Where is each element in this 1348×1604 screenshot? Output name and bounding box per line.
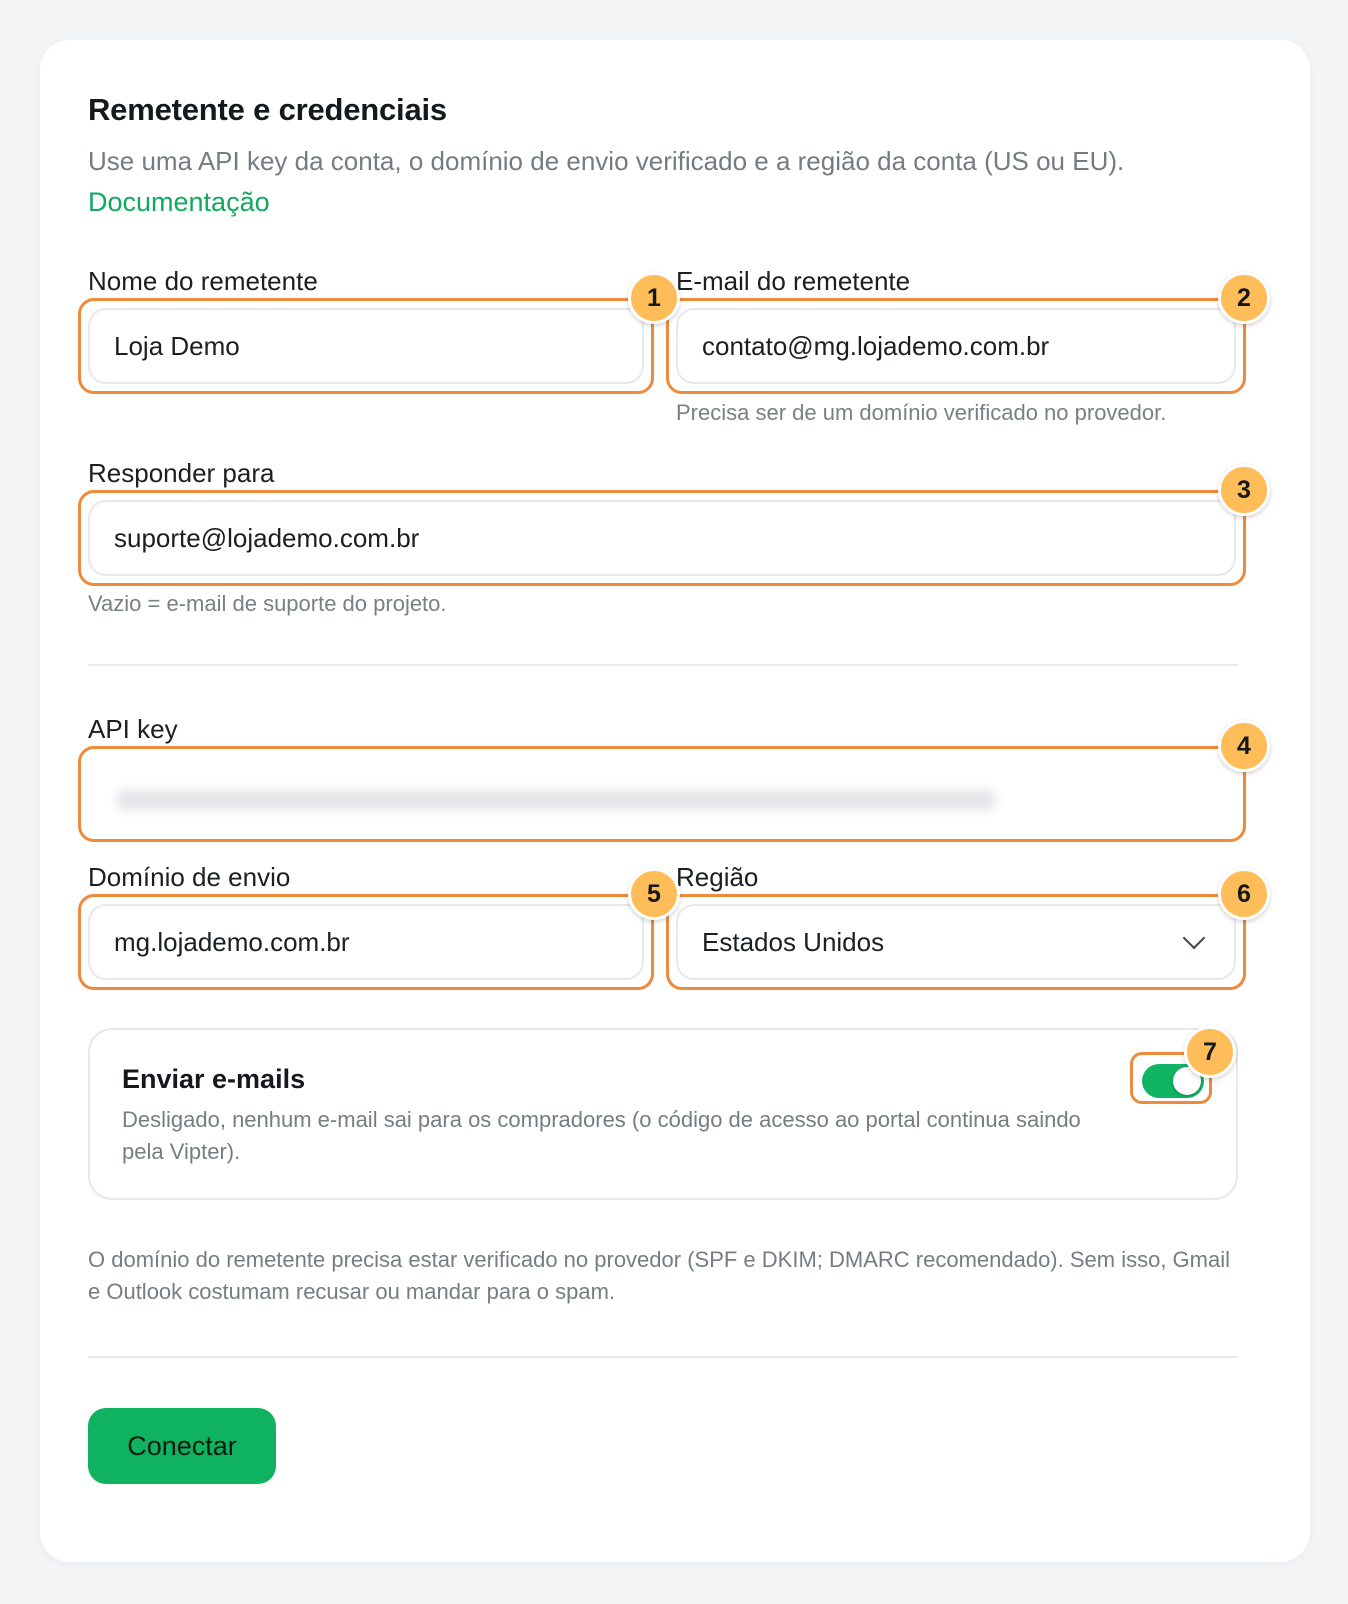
annotation-badge-4: 4 bbox=[1218, 720, 1270, 772]
reply-to-hint: Vazio = e-mail de suporte do projeto. bbox=[88, 591, 447, 616]
reply-to-label: Responder para bbox=[88, 458, 275, 488]
annotation-badge-7: 7 bbox=[1184, 1026, 1236, 1078]
send-emails-title: Enviar e-mails bbox=[122, 1064, 306, 1094]
send-emails-description: Desligado, nenhum e-mail sai para os compradores (o código de acesso ao portal continua saindo pela Vipter). bbox=[122, 1107, 1081, 1164]
annotation-badge-5: 5 bbox=[628, 868, 680, 920]
section-title: Remetente e credenciais bbox=[88, 92, 447, 127]
documentation-link[interactable]: Documentação bbox=[88, 187, 270, 217]
api-key-input[interactable] bbox=[88, 756, 1236, 832]
region-select[interactable] bbox=[676, 904, 1236, 980]
annotation-badge-3: 3 bbox=[1218, 464, 1270, 516]
sending-domain-input[interactable]: mg.lojademo.com.br bbox=[88, 904, 644, 980]
annotation-badge-6: 6 bbox=[1218, 868, 1270, 920]
sender-name-label: Nome do remetente bbox=[88, 266, 318, 296]
chevron-down-icon bbox=[1183, 927, 1206, 950]
annotation-badge-1: 1 bbox=[628, 272, 680, 324]
footer-divider bbox=[88, 1356, 1238, 1358]
region-selected-value: Estados Unidos bbox=[702, 926, 885, 957]
sender-email-hint: Precisa ser de um domínio verificado no provedor. bbox=[676, 400, 1167, 425]
section-divider bbox=[88, 664, 1238, 666]
verification-note: O domínio do remetente precisa estar verificado no provedor (SPF e DKIM; DMARC recomendado). Sem isso, Gmail e Outlook costumam recusar ou mandar para o spam. bbox=[88, 1247, 1231, 1304]
region-label: Região bbox=[676, 862, 759, 892]
sender-email-label: E-mail do remetente bbox=[676, 266, 911, 296]
api-key-label: API key bbox=[88, 714, 178, 744]
sender-name-input[interactable]: Loja Demo bbox=[88, 308, 644, 384]
sender-email-input[interactable]: contato@mg.lojademo.com.br bbox=[676, 308, 1236, 384]
settings-card bbox=[40, 40, 1310, 1562]
send-emails-card bbox=[88, 1028, 1238, 1200]
connect-button[interactable]: Conectar bbox=[88, 1408, 276, 1484]
reply-to-input[interactable]: suporte@lojademo.com.br bbox=[88, 500, 1236, 576]
annotation-badge-2: 2 bbox=[1218, 272, 1270, 324]
section-subtitle: Use uma API key da conta, o domínio de envio verificado e a região da conta (US ou EU). bbox=[88, 146, 1125, 176]
sending-domain-label: Domínio de envio bbox=[88, 862, 291, 892]
